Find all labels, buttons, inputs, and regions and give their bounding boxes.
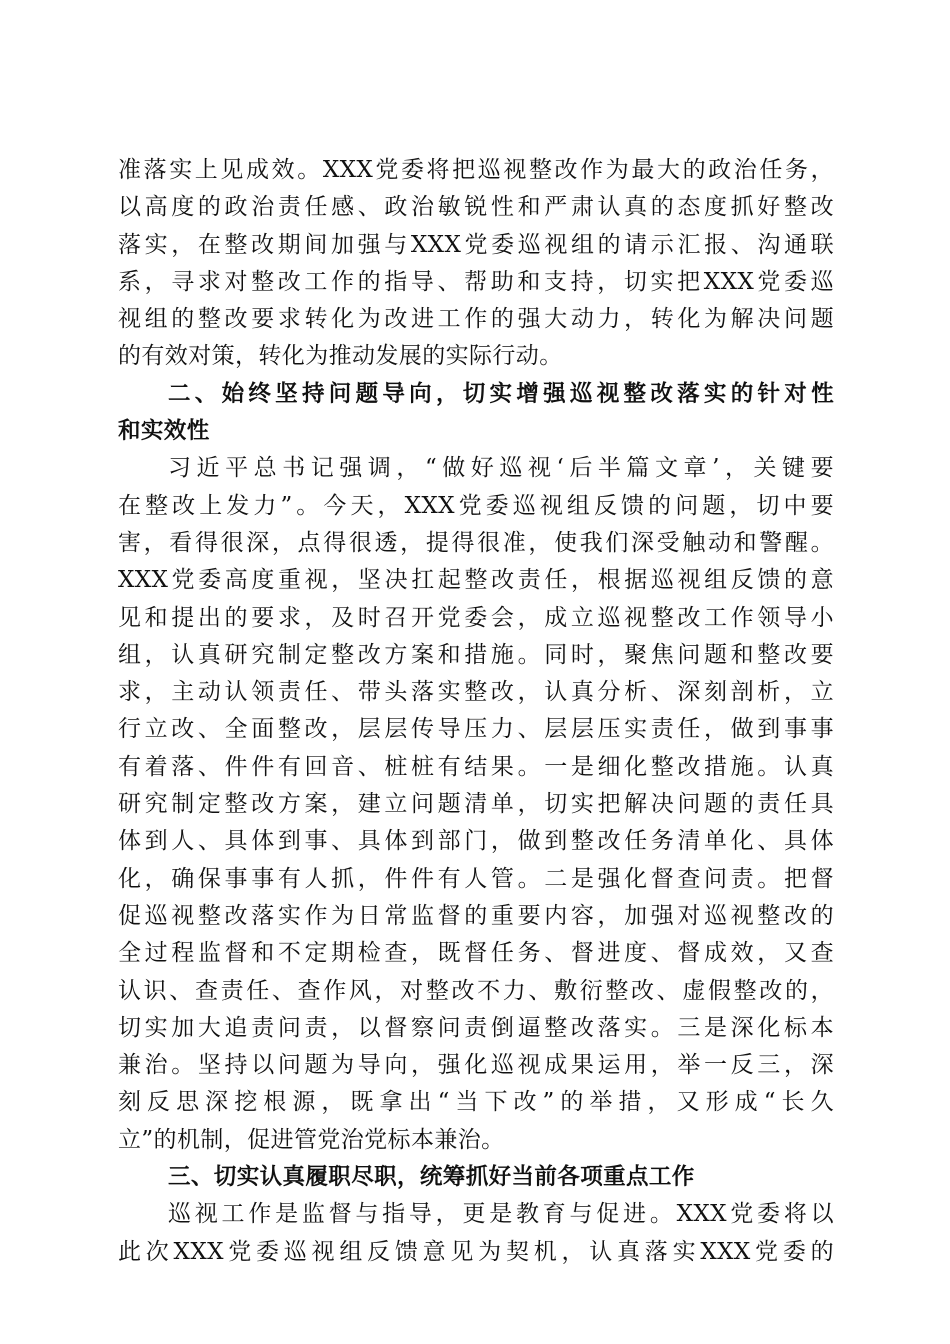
- text-line: 促巡视整改落实作为日常监督的重要内容，加强对巡视整改的: [118, 902, 834, 929]
- text-line: 落实，在整改期间加强与XXX党委巡视组的请示汇报、沟通联: [118, 231, 834, 258]
- section-heading-2-cont: 和实效性: [118, 418, 210, 445]
- text-line: 视组的整改要求转化为改进工作的强大动力，转化为解决问题: [118, 306, 834, 333]
- text-line: 行立改、全面整改，层层传导压力、层层压实责任，做到事事: [118, 716, 834, 743]
- text-line: 以高度的政治责任感、政治敏锐性和严肃认真的态度抓好整改: [118, 194, 834, 221]
- text-line: 化，确保事事有人抓，件件有人管。二是强化督查问责。把督: [118, 865, 834, 892]
- section-heading-3: 三、切实认真履职尽职，统筹抓好当前各项重点工作: [168, 1164, 695, 1191]
- text-line: 兼治。坚持以问题为导向，强化巡视成果运用，举一反三，深: [118, 1052, 834, 1079]
- text-line: 见和提出的要求，及时召开党委会，成立巡视整改工作领导小: [118, 604, 834, 631]
- text-line: 的有效对策，转化为推动发展的实际行动。: [118, 343, 563, 370]
- text-line: 立”的机制，促进管党治党标本兼治。: [118, 1126, 505, 1153]
- text-line: 有着落、件件有回音、桩桩有结果。一是细化整改措施。认真: [118, 753, 834, 780]
- text-line: 刻反思深挖根源，既拿出“当下改”的举措，又形成“长久: [118, 1089, 834, 1116]
- text-line: 害，看得很深，点得很透，提得很准，使我们深受触动和警醒。: [118, 529, 834, 556]
- text-line: 巡视工作是监督与指导，更是教育与促进。XXX党委将以: [168, 1201, 834, 1228]
- text-line: 认识、查责任、查作风，对整改不力、敷衍整改、虚假整改的，: [118, 977, 834, 1004]
- text-line: 组，认真研究制定整改方案和措施。同时，聚焦问题和整改要: [118, 641, 834, 668]
- text-line: 准落实上见成效。XXX党委将把巡视整改作为最大的政治任务，: [118, 157, 834, 183]
- text-line: 习近平总书记强调，“做好巡视‘后半篇文章’，关键要: [168, 455, 834, 482]
- text-line: 此次XXX党委巡视组反馈意见为契机，认真落实XXX党委的: [118, 1238, 834, 1265]
- text-line: 全过程监督和不定期检查，既督任务、督进度、督成效，又查: [118, 940, 834, 967]
- text-line: 求，主动认领责任、带头落实整改，认真分析、深刻剖析，立: [118, 679, 834, 706]
- text-line: 在整改上发力”。今天，XXX党委巡视组反馈的问题，切中要: [118, 492, 834, 519]
- document-page: [118, 152, 834, 1271]
- text-line: 系，寻求对整改工作的指导、帮助和支持，切实把XXX党委巡: [118, 268, 834, 295]
- text-line: 切实加大追责问责，以督察问责倒逼整改落实。三是深化标本: [118, 1014, 834, 1041]
- text-line: 体到人、具体到事、具体到部门，做到整改任务清单化、具体: [118, 828, 834, 855]
- text-line: 研究制定整改方案，建立问题清单，切实把解决问题的责任具: [118, 791, 834, 818]
- text-line: XXX党委高度重视，坚决扛起整改责任，根据巡视组反馈的意: [118, 567, 834, 594]
- section-heading-2: 二、始终坚持问题导向，切实增强巡视整改落实的针对性: [168, 380, 834, 407]
